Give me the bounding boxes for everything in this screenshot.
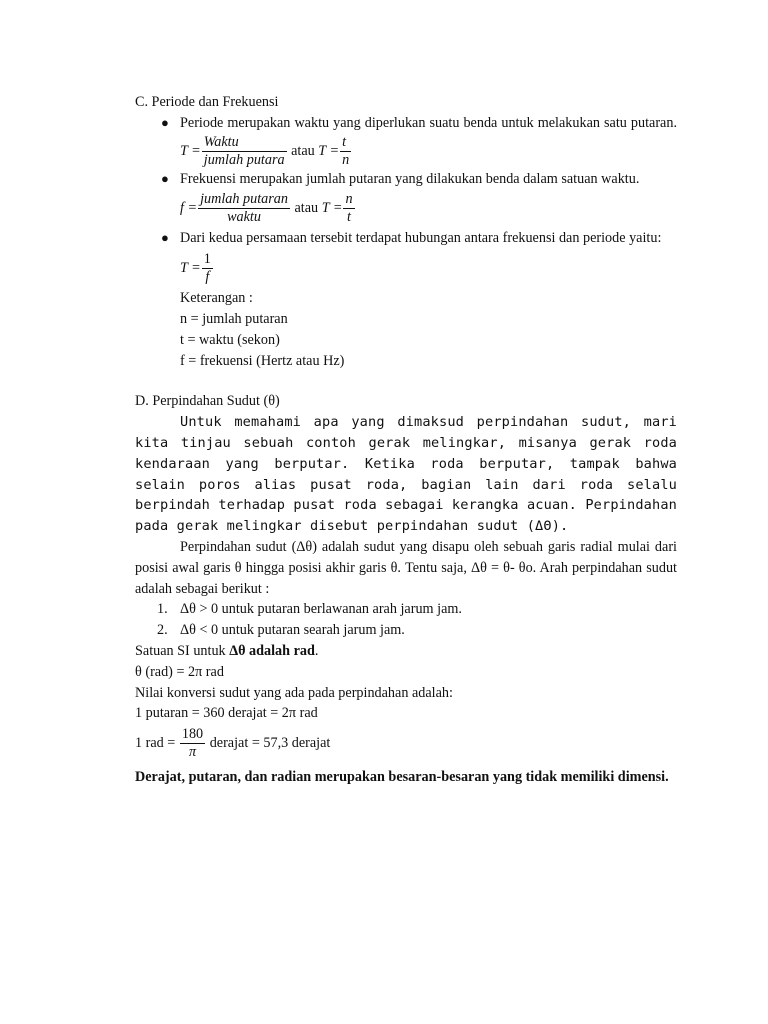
hubungan-text: Dari kedua persamaan tersebit terdapat hubungan antara frekuensi dan periode yaitu: bbox=[180, 230, 662, 247]
section-c-heading: C. Periode dan Frekuensi bbox=[135, 94, 279, 110]
fraction-jumlah-putaran: $\frac{\text{jumlah putaran}}{\text{waktu}}$ bbox=[200, 191, 288, 226]
rad-line: θ (rad) = 2π rad bbox=[135, 663, 224, 680]
keterangan-title: Keterangan : bbox=[180, 290, 253, 307]
keterangan-n: n = jumlah putaran bbox=[180, 310, 288, 327]
konversi-line: Nilai konversi sudut yang ada pada perpindahan adalah: bbox=[135, 684, 453, 701]
fraction-t-n: $\frac{t}{n}$ bbox=[342, 133, 350, 168]
rad-conversion-line: 1 rad = $\frac{180}{\pi}$ derajat = 57,3 derajat bbox=[135, 726, 331, 761]
perpindahan-intro-paragraph: Untuk memahami apa yang dimaksud perpindahan sudut, mari kita tinjau sebuah contoh gerak melingkar, misanya gerak roda kendaraan yang berputar. Ketika roda berputar, tampak bahwa selain poros alias pusat roda, bagian lain dari roda selalu berpindah terhadap pusat roda sebagai kerangka acuan. Perpindahan pada gerak melingkar disebut perpindahan sudut (ΔΘ). bbox=[135, 414, 677, 535]
section-d-heading: D. Perpindahan Sudut (θ) bbox=[135, 393, 280, 410]
keterangan-f: f = frekuensi (Hertz atau Hz) bbox=[180, 352, 345, 369]
list-item: 2. Δθ < 0 untuk putaran searah jarum jam. bbox=[157, 622, 405, 639]
bullet-periode bbox=[135, 113, 677, 169]
fraction-waktu: $\frac{\text{Waktu}}{\text{jumlah putara}}$ bbox=[203, 133, 285, 168]
keterangan-t: t = waktu (sekon) bbox=[180, 331, 280, 348]
frekuensi-text: Frekuensi merupakan jumlah putaran yang dilakukan benda dalam satuan waktu. bbox=[180, 170, 640, 187]
putaran-line: 1 putaran = 360 derajat = 2π rad bbox=[135, 705, 318, 722]
document-page bbox=[135, 92, 677, 788]
eq-lhs: T = bbox=[180, 142, 201, 159]
satuan-si-line: Satuan SI untuk Δθ adalah rad. bbox=[135, 642, 319, 659]
arah-list bbox=[135, 599, 677, 641]
closing-statement: Derajat, putaran, dan radian merupakan besaran-besaran yang tidak memiliki dimensi. bbox=[135, 769, 669, 786]
periode-text: Periode merupakan waktu yang diperlukan suatu benda untuk melakukan satu putaran. bbox=[180, 114, 677, 131]
bullet-dot-icon: ● bbox=[161, 170, 169, 186]
list-item: 1. Δθ > 0 untuk putaran berlawanan arah jarum jam. bbox=[157, 601, 462, 618]
fraction-1-f: $\frac{1}{f}$ bbox=[203, 251, 211, 286]
atau-text: atau bbox=[291, 142, 315, 159]
frekuensi-equation: f = $\frac{\text{jumlah putaran}}{\text{waktu}}$ atau T = $\frac{n}{t}$ bbox=[180, 191, 353, 226]
period-equation: T = $\frac{1}{f}$ bbox=[180, 251, 211, 286]
fraction-180-pi: $\frac{180}{\pi}$ bbox=[181, 726, 204, 761]
fraction-n-t: $\frac{n}{t}$ bbox=[345, 191, 353, 226]
bullet-dot-icon: ● bbox=[161, 114, 169, 130]
section-c-bullets bbox=[135, 113, 677, 372]
bullet-hubungan bbox=[135, 228, 677, 371]
bullet-dot-icon: ● bbox=[161, 230, 169, 246]
perpindahan-definition-paragraph: Perpindahan sudut (Δθ) adalah sudut yang disapu oleh sebuah garis radial mulai dari posisi awal garis θ hingga posisi akhir garis θ. Tentu saja, Δθ = θ- θo. Arah perpindahan sudut adalah sebagai berikut : bbox=[135, 538, 677, 597]
bullet-frekuensi bbox=[135, 169, 677, 227]
eq-lhs: T = bbox=[318, 142, 340, 159]
